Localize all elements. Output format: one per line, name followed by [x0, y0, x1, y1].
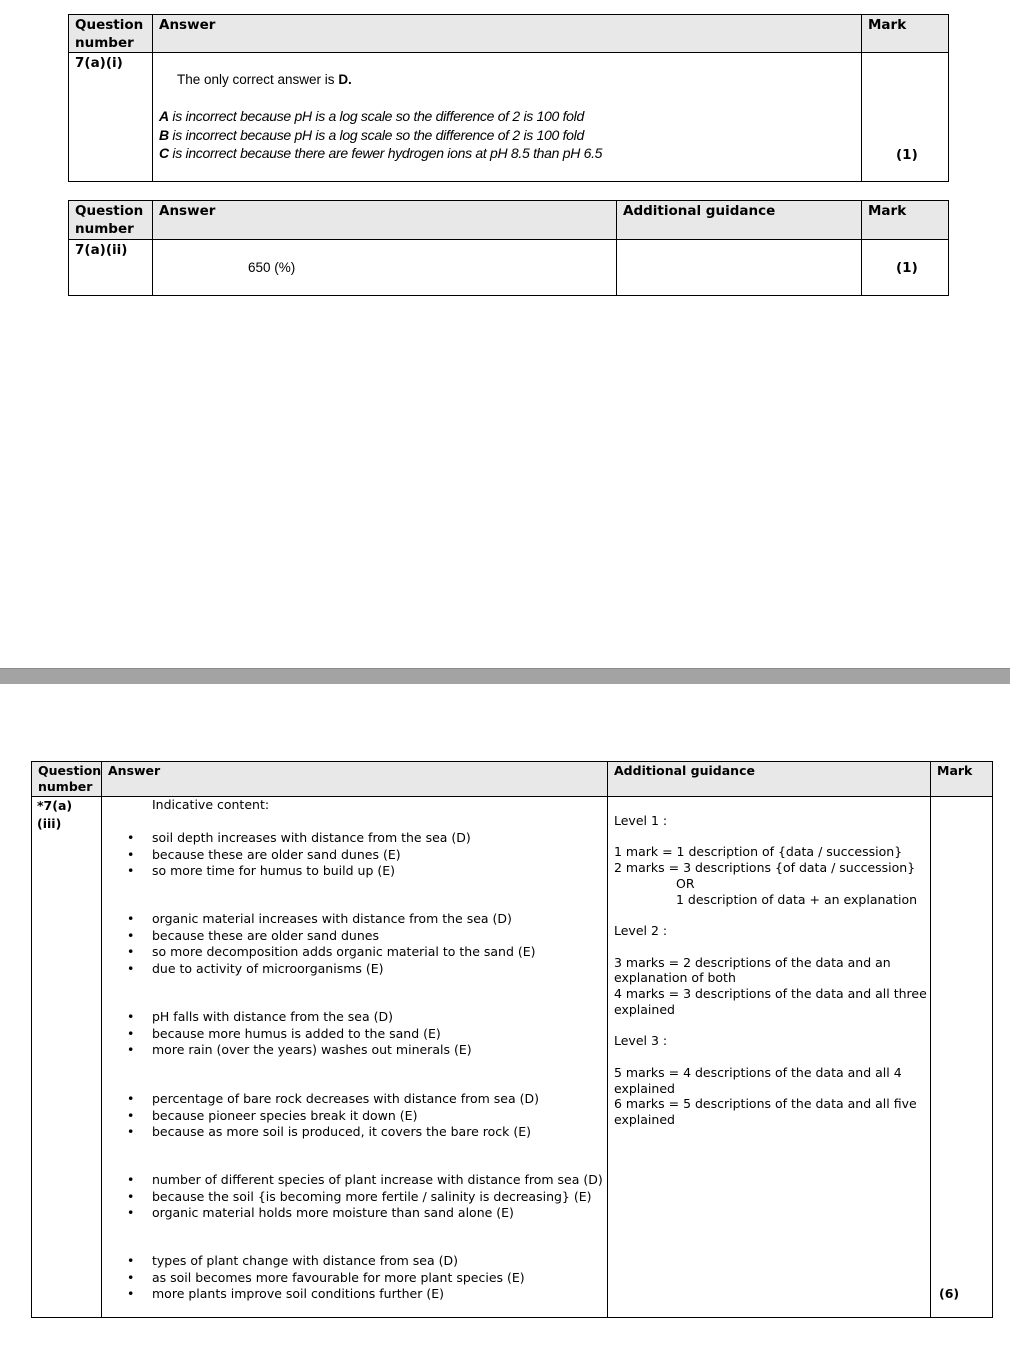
bullet-text: soil depth increases with distance from the sea (D) [152, 830, 471, 845]
indicative-content-label: Indicative content: [152, 797, 270, 812]
bullet-text: because pioneer species break it down (E) [152, 1107, 418, 1123]
bullet-text: percentage of bare rock decreases with distance from sea (D) [152, 1091, 539, 1106]
bullet-point [127, 911, 512, 927]
bullet-text: more plants improve soil conditions further (E) [152, 1286, 444, 1301]
reason-c [159, 145, 602, 161]
bullet-icon: • [127, 1091, 135, 1106]
bullet-text: because more humus is added to the sand (E) [152, 1025, 441, 1041]
mark-cell [861, 52, 949, 182]
header-question-number [31, 761, 102, 797]
reason-a [159, 108, 584, 124]
bullet-text: because these are older sand dunes (E) [152, 846, 401, 862]
header-text: Answer [108, 763, 161, 778]
header-answer [152, 14, 862, 53]
bullet-icon: • [127, 927, 135, 943]
guidance-line: explained [614, 1081, 675, 1096]
reason-text: is incorrect because pH is a log scale so the difference of 2 is 100 fold [168, 127, 584, 143]
bullet-point [127, 1286, 444, 1302]
level-heading: Level 3 : [614, 1033, 668, 1048]
bullet-point [127, 1172, 603, 1188]
header-text: Question number [75, 203, 144, 237]
question-number: *7(a)(iii) [37, 798, 73, 831]
bullet-point [127, 863, 395, 879]
bullet-text: pH falls with distance from the sea (D) [152, 1009, 393, 1024]
bullet-text: more rain (over the years) washes out minerals (E) [152, 1042, 472, 1057]
reason-text: is incorrect because there are fewer hydrogen ions at pH 8.5 than pH 6.5 [168, 145, 603, 161]
question-cell [68, 52, 153, 182]
bullet-point [127, 1189, 592, 1205]
bullet-icon: • [127, 960, 135, 976]
bullet-text: organic material increases with distance from the sea (D) [152, 911, 512, 926]
reason-letter: A [159, 108, 169, 124]
header-text: Additional guidance [614, 763, 755, 778]
bullet-icon: • [127, 1107, 135, 1123]
bullet-text: organic material holds more moisture than sand alone (E) [152, 1205, 514, 1220]
mark-value: (1) [896, 147, 918, 163]
bullet-point [127, 1009, 393, 1025]
intro-text: The only correct answer is [177, 72, 339, 87]
guidance-line: explained [614, 1112, 675, 1127]
header-text: Question number [75, 17, 144, 51]
bullet-icon: • [127, 1253, 135, 1268]
question-cell [68, 239, 153, 296]
bullet-icon: • [127, 1188, 135, 1204]
header-mark [861, 200, 949, 240]
bullet-icon: • [127, 830, 135, 845]
level-heading: Level 1 : [614, 813, 668, 828]
bullet-point [127, 1108, 417, 1124]
bullet-icon: • [127, 1042, 135, 1057]
header-text: Mark [937, 763, 973, 778]
correct-answer-line [177, 72, 352, 87]
bullet-point [127, 1026, 441, 1042]
header-mark [861, 14, 949, 53]
bullet-point [127, 1205, 514, 1221]
reason-text: is incorrect because pH is a log scale so the difference of 2 is 100 fold [168, 108, 584, 124]
guidance-line: 3 marks = 2 descriptions of the data and an [614, 955, 891, 970]
bullet-text: because these are older sand dunes [152, 927, 379, 943]
bullet-icon: • [127, 1205, 135, 1220]
guidance-line: explained [614, 1002, 675, 1017]
bullet-icon: • [127, 1286, 135, 1301]
answer-cell [152, 52, 862, 182]
bullet-text: as soil becomes more favourable for more plant species (E) [152, 1269, 525, 1285]
header-answer [101, 761, 608, 797]
mark-cell [930, 796, 993, 1318]
guidance-line: 4 marks = 3 descriptions of the data and all three [614, 986, 927, 1001]
bullet-point [127, 928, 379, 944]
bullet-icon: • [127, 1172, 135, 1187]
bullet-text: because the soil {is becoming more fertile / salinity is decreasing} (E) [152, 1188, 592, 1204]
bullet-icon: • [127, 944, 135, 959]
bullet-point [127, 830, 471, 846]
bullet-icon: • [127, 863, 135, 878]
bullet-text: due to activity of microorganisms (E) [152, 960, 384, 976]
reason-letter: B [159, 127, 169, 143]
header-text: Mark [868, 17, 907, 33]
bullet-point [127, 961, 384, 977]
question-number: 7(a)(ii) [75, 242, 128, 258]
bullet-text: types of plant change with distance from sea (D) [152, 1253, 458, 1268]
guidance-line: 2 marks = 3 descriptions {of data / succession} [614, 860, 916, 875]
bullet-icon: • [127, 1124, 135, 1139]
guidance-line: 6 marks = 5 descriptions of the data and all five [614, 1096, 917, 1111]
reason-b [159, 127, 584, 143]
bullet-text: because as more soil is produced, it covers the bare rock (E) [152, 1124, 531, 1139]
answer-value: 650 (%) [248, 260, 296, 275]
bullet-point [127, 944, 536, 960]
bullet-point [127, 1124, 531, 1140]
bullet-text: so more time for humus to build up (E) [152, 863, 396, 878]
header-text: Additional guidance [623, 203, 776, 219]
guidance-line: 5 marks = 4 descriptions of the data and all 4 [614, 1065, 902, 1080]
level-heading: Level 2 : [614, 923, 668, 938]
bullet-point [127, 1042, 472, 1058]
mark-cell [861, 239, 949, 296]
header-guidance [607, 761, 931, 797]
guidance-line: 1 mark = 1 description of {data / succession} [614, 844, 903, 859]
header-text: Question number [38, 763, 102, 794]
page-separator [0, 668, 1010, 684]
question-cell [31, 796, 102, 1318]
bullet-icon: • [127, 911, 135, 926]
header-question-number [68, 200, 153, 240]
mark-value: (6) [939, 1286, 960, 1301]
mark-value: (1) [896, 260, 918, 276]
bullet-point [127, 847, 401, 863]
answer-cell [152, 239, 617, 296]
bullet-icon: • [127, 1269, 135, 1285]
header-question-number [68, 14, 153, 53]
guidance-cell [607, 796, 931, 1318]
header-mark [930, 761, 993, 797]
header-guidance [616, 200, 862, 240]
bullet-icon: • [127, 846, 135, 862]
guidance-line: OR [676, 876, 695, 891]
guidance-line: 1 description of data + an explanation [676, 892, 918, 907]
header-text: Answer [159, 203, 216, 219]
bullet-point [127, 1270, 525, 1286]
guidance-line: explanation of both [614, 970, 736, 985]
answer-cell [101, 796, 608, 1318]
guidance-cell [616, 239, 862, 296]
bullet-point [127, 1253, 458, 1269]
header-text: Mark [868, 203, 907, 219]
header-answer [152, 200, 617, 240]
bullet-icon: • [127, 1009, 135, 1024]
correct-letter: D. [338, 72, 352, 87]
header-text: Answer [159, 17, 216, 33]
bullet-icon: • [127, 1025, 135, 1041]
question-number: 7(a)(i) [75, 55, 123, 71]
bullet-text: so more decomposition adds organic material to the sand (E) [152, 944, 536, 959]
bullet-text: number of different species of plant increase with distance from sea (D) [152, 1172, 603, 1187]
bullet-point [127, 1091, 539, 1107]
reason-letter: C [159, 145, 169, 161]
